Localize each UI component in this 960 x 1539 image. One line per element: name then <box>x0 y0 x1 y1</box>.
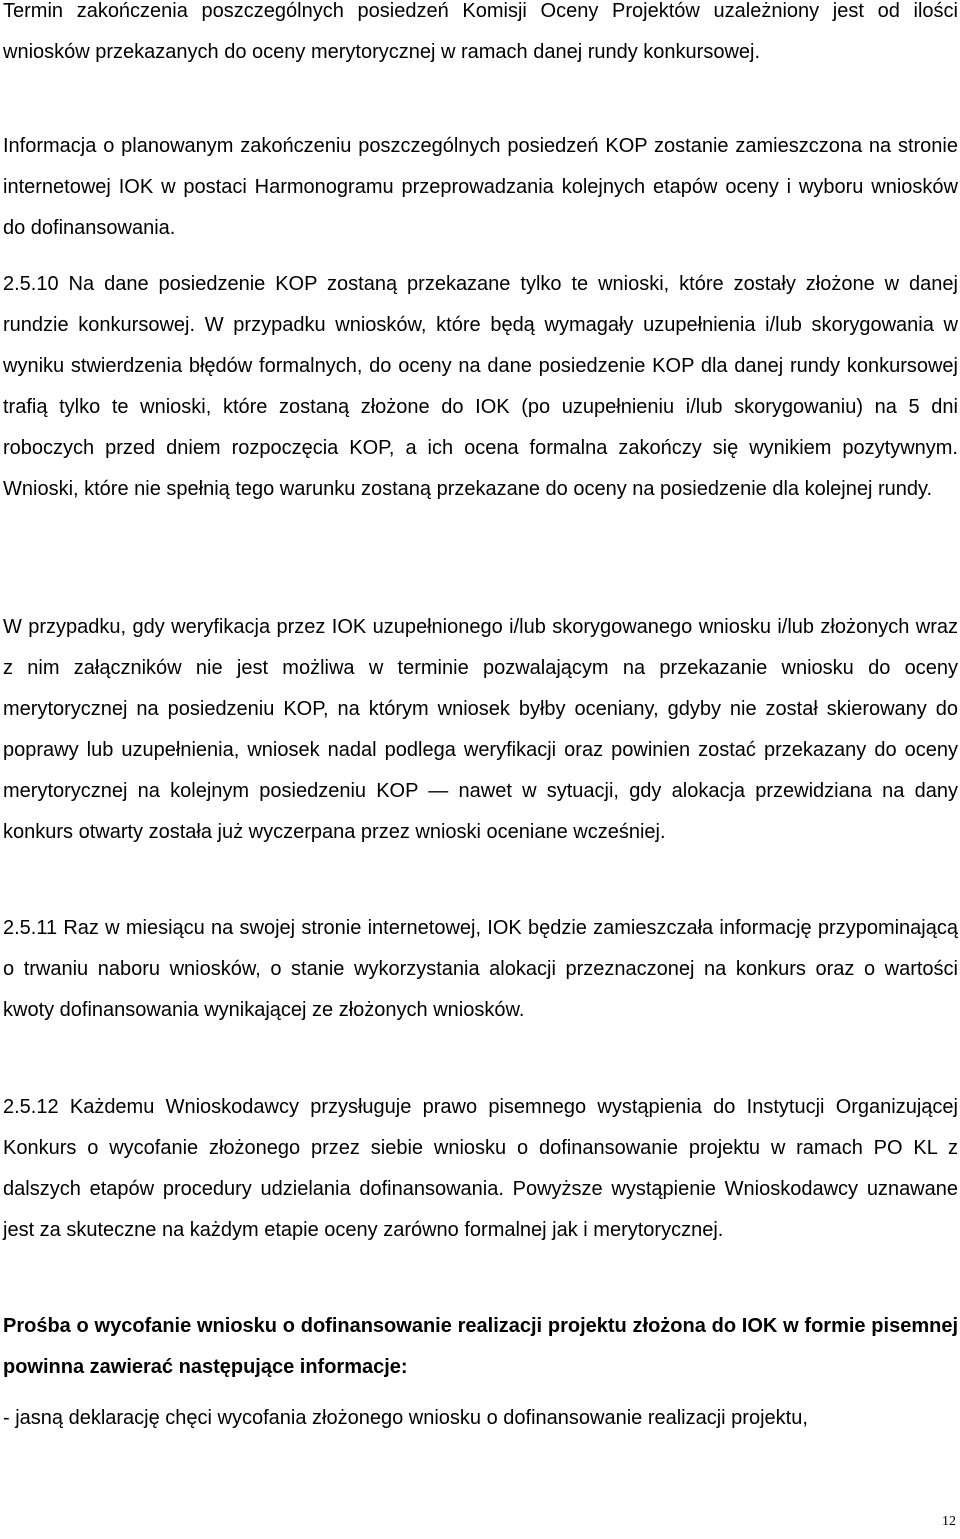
paragraph-2-5-11: 2.5.11 Raz w miesiącu na swojej stronie internetowej, IOK będzie zamieszczała informację przypominającą o trwaniu naboru wniosków, o stanie wykorzystania alokacji przeznaczonej na konkurs oraz o wartości kwoty dofinansowania wynikającej ze złożonych wniosków. <box>3 917 958 1021</box>
paragraph-2-5-12: 2.5.12 Każdemu Wnioskodawcy przysługuje prawo pisemnego wystąpienia do Instytucji Organizującej Konkurs o wycofanie złożonego przez siebie wniosku o dofinansowanie projektu w ramach PO KL z dalszych etapów procedury udzielania dofinansowania. Powyższe wystąpienie Wnioskodawcy uznawane jest za skuteczne na każdym etapie oceny zarówno formalnej jak i merytorycznej. <box>3 1096 958 1241</box>
paragraph-verification: W przypadku, gdy weryfikacja przez IOK uzupełnionego i/lub skorygowanego wniosku i/lub złożonych wraz z nim załączników nie jest możliwa w terminie pozwalającym na przekazanie wniosku do oceny merytorycznej na posiedzeniu KOP, na którym wniosek byłby oceniany, gdyby nie został skierowany do poprawy lub uzupełnienia, wniosek nadal podlega weryfikacji oraz powinien zostać przekazany do oceny merytorycznej na kolejnym posiedzeniu KOP — nawet w sytuacji, gdy alokacja przewidziana na dany konkurs otwarty została już wyczerpana przez wnioski oceniane wcześniej. <box>3 616 958 843</box>
paragraph-withdrawal-request-heading: Prośba o wycofanie wniosku o dofinansowanie realizacji projektu złożona do IOK w formie pisemnej powinna zawierać następujące informacje: <box>3 1315 958 1378</box>
paragraph-2-5-10: 2.5.10 Na dane posiedzenie KOP zostaną przekazane tylko te wnioski, które zostały złożone w danej rundzie konkursowej. W przypadku wniosków, które będą wymagały uzupełnienia i/lub skorygowania w wyniku stwierdzenia błędów formalnych, do oceny na dane posiedzenie KOP dla danej rundy konkursowej trafią tylko te wnioski, które zostaną złożone do IOK (po uzupełnieniu i/lub skorygowaniu) na 5 dni roboczych przed dniem rozpoczęcia KOP, a ich ocena formalna zakończy się wynikiem pozytywnym. Wnioski, które nie spełnią tego warunku zostaną przekazane do oceny na posiedzenie dla kolejnej rundy. <box>3 273 958 500</box>
paragraph-meeting-deadline: Termin zakończenia poszczególnych posiedzeń Komisji Oceny Projektów uzależniony jest od ilości wniosków przekazanych do oceny merytorycznej w ramach danej rundy konkursowej. <box>3 0 958 63</box>
list-item-declaration: - jasną deklarację chęci wycofania złożonego wniosku o dofinansowanie realizacji projektu, <box>3 1407 808 1429</box>
paragraph-schedule-info: Informacja o planowanym zakończeniu poszczególnych posiedzeń KOP zostanie zamieszczona na stronie internetowej IOK w postaci Harmonogramu przeprowadzania kolejnych etapów oceny i wyboru wniosków do dofinansowania. <box>3 135 958 239</box>
page-number: 12 <box>942 1514 956 1529</box>
